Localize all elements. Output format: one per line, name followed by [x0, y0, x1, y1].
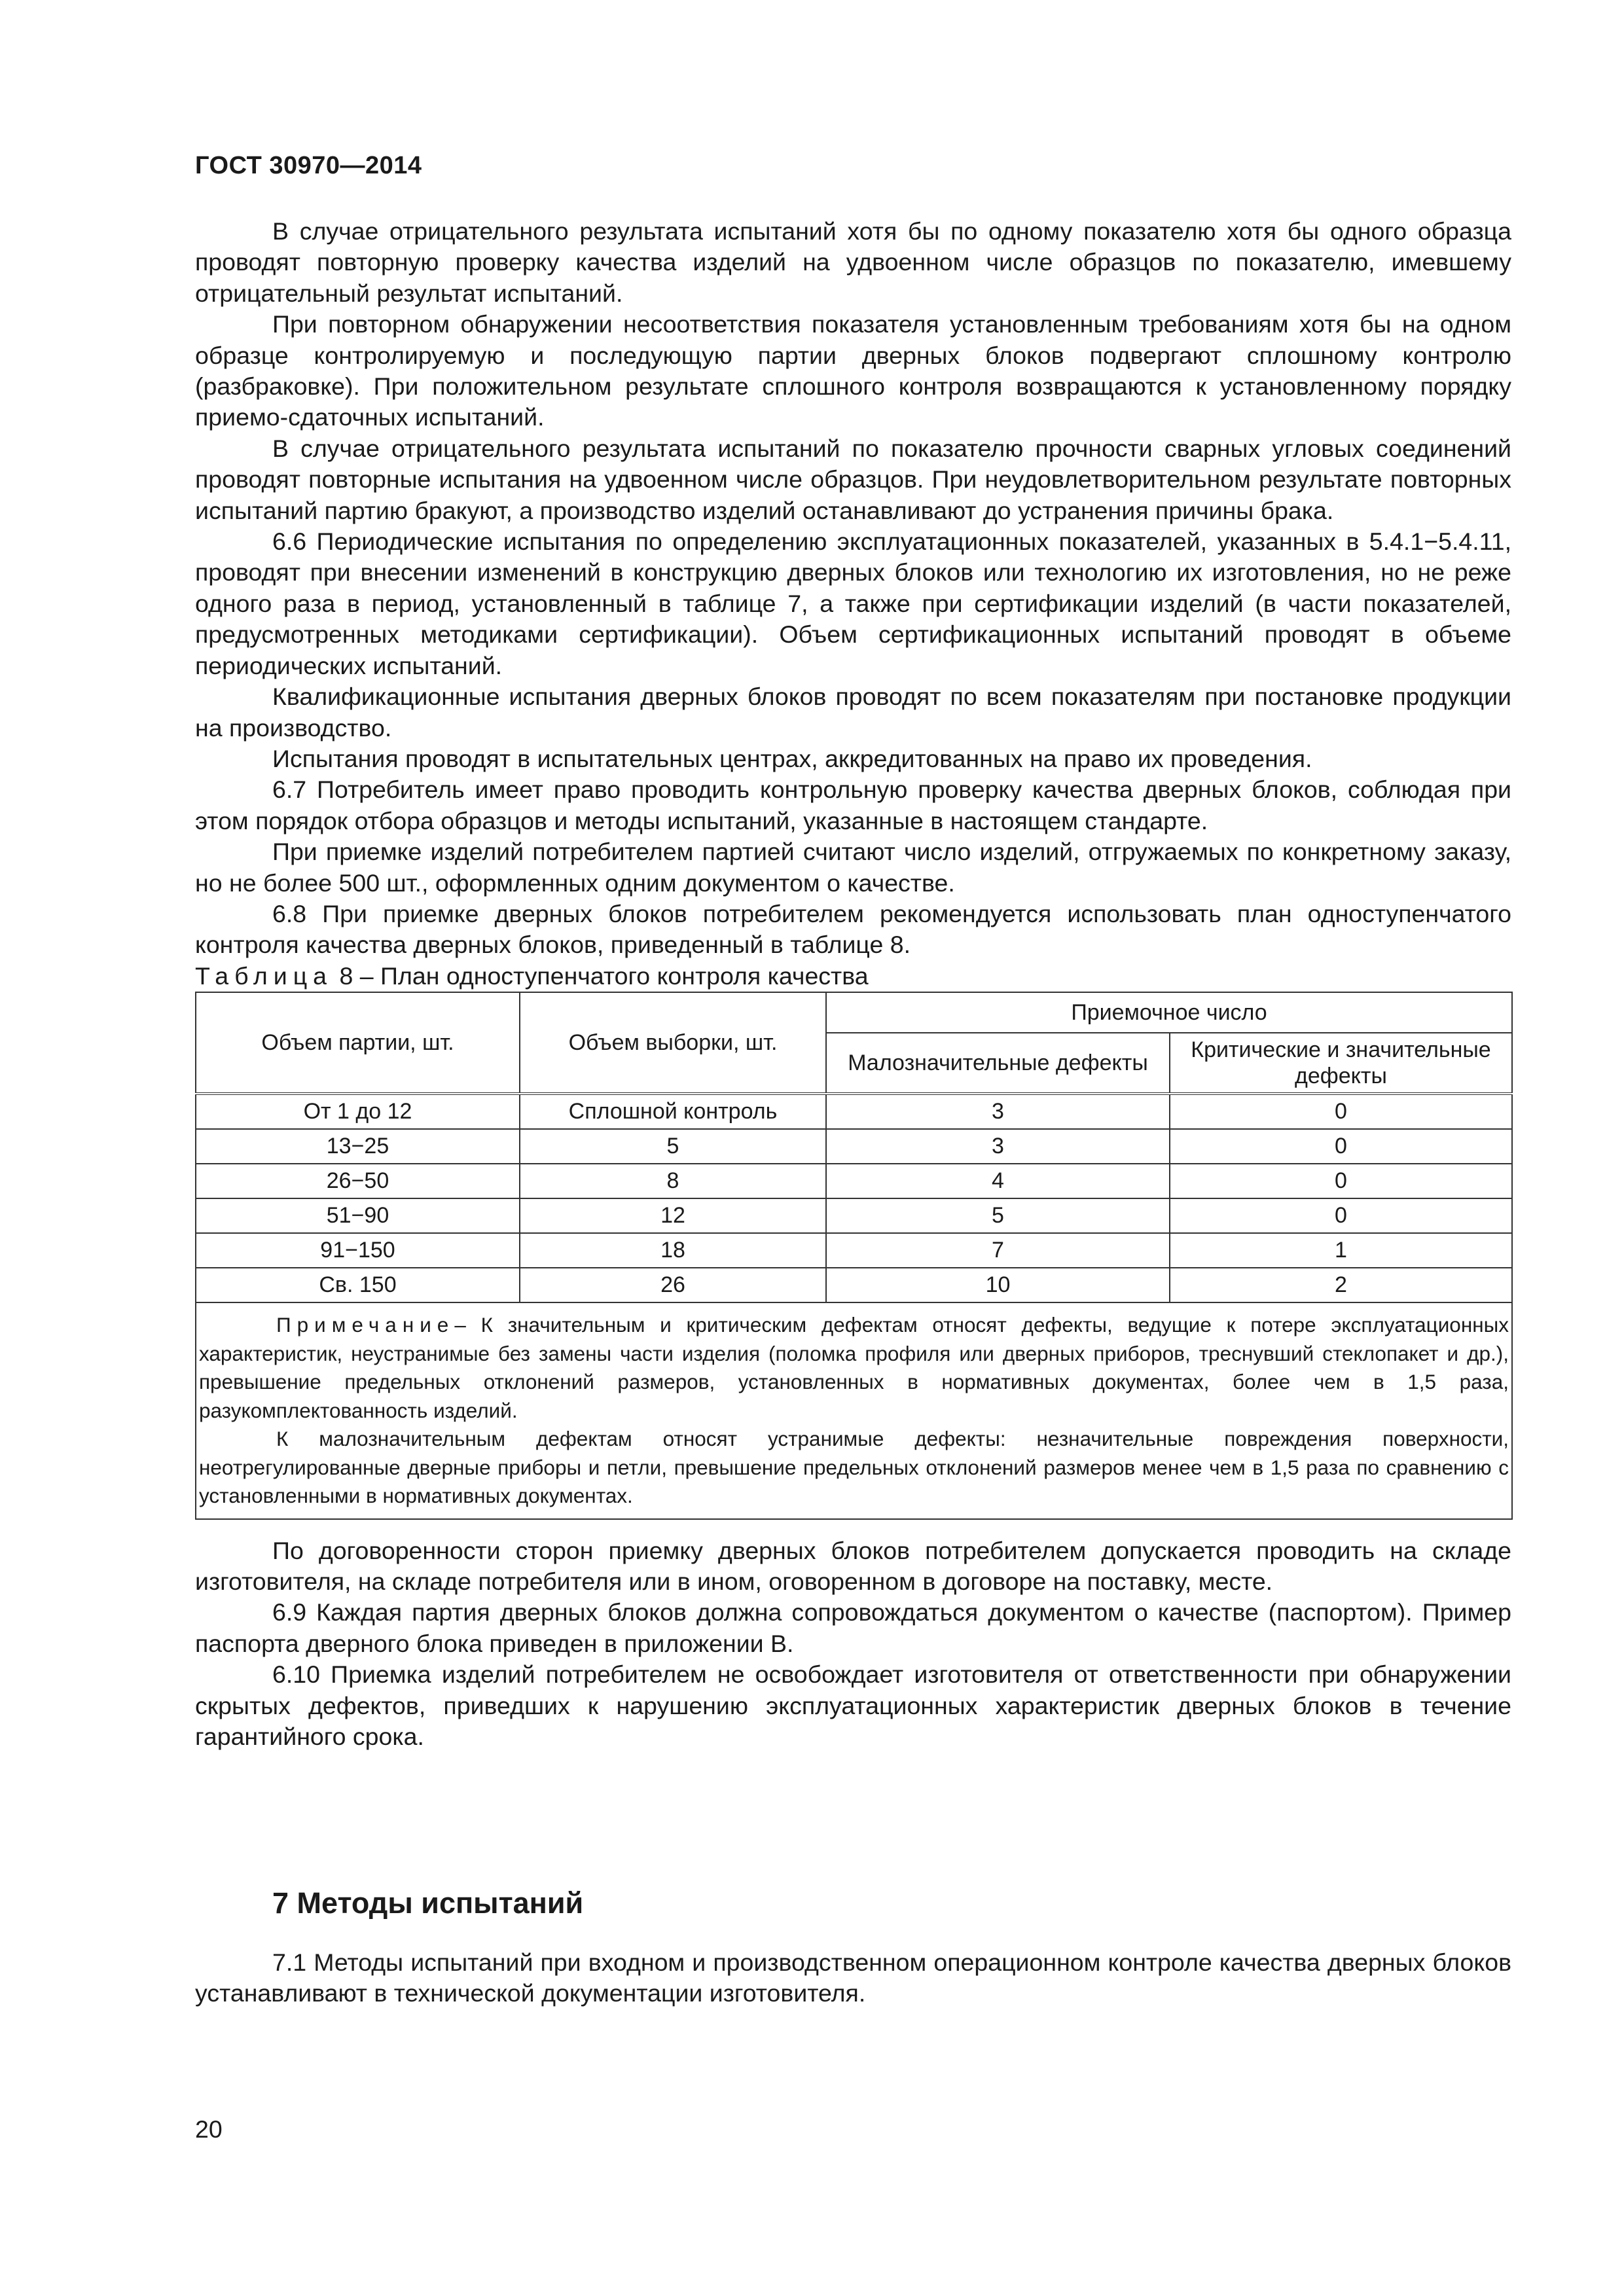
table-cell: 5 — [520, 1129, 826, 1164]
paragraph: 6.8 При приемке дверных блоков потребителем рекомендуется использовать план одноступенчатого контроля качества дверных блоков, приведенный в таблице 8. — [195, 899, 1511, 959]
header-sample-size: Объем выборки, шт. — [520, 992, 826, 1094]
header-acceptance-number: Приемочное число — [826, 992, 1512, 1033]
table-cell: 2 — [1170, 1268, 1512, 1302]
table-cell: 26−50 — [196, 1164, 520, 1198]
table-cell: 10 — [826, 1268, 1170, 1302]
table-caption — [195, 961, 1511, 992]
table-cell: 0 — [1170, 1094, 1512, 1129]
table-row — [196, 1233, 1512, 1268]
table-note-row — [196, 1302, 1512, 1519]
table-cell: 7 — [826, 1233, 1170, 1268]
table-cell: 51−90 — [196, 1198, 520, 1233]
note-paragraph — [199, 1311, 1509, 1425]
table-note — [196, 1302, 1512, 1519]
table-cell: Св. 150 — [196, 1268, 520, 1302]
table-cell: 26 — [520, 1268, 826, 1302]
main-text — [195, 216, 1511, 1753]
table-row — [196, 1268, 1512, 1302]
paragraph: Квалификационные испытания дверных блоков проводят по всем показателям при постановке продукции на производство. — [195, 683, 1511, 742]
table-cell: 3 — [826, 1129, 1170, 1164]
after-table-text — [195, 1535, 1511, 1753]
paragraph: Испытания проводят в испытательных центрах, аккредитованных на право их проведения. — [272, 744, 1312, 772]
table-cell: 0 — [1170, 1164, 1512, 1198]
table-caption-label: Таблица — [195, 961, 333, 990]
table-cell: 12 — [520, 1198, 826, 1233]
table-cell: 5 — [826, 1198, 1170, 1233]
table-cell: 3 — [826, 1094, 1170, 1129]
paragraph: 6.9 Каждая партия дверных блоков должна сопровождаться документом о качестве (паспортом). Пример паспорта дверного блока приведен в приложении В. — [195, 1598, 1511, 1657]
table-caption-text: 8 – План одноступенчатого контроля качества — [333, 961, 869, 990]
table-cell: От 1 до 12 — [196, 1094, 520, 1129]
header-minor-defects: Малозначительные дефекты — [826, 1033, 1170, 1094]
quality-control-table — [195, 992, 1513, 1520]
paragraph: 6.7 Потребитель имеет право проводить контрольную проверку качества дверных блоков, соблюдая при этом порядок отбора образцов и методы испытаний, указанные в настоящем стандарте. — [195, 776, 1511, 834]
table-cell: 8 — [520, 1164, 826, 1198]
paragraph: В случае отрицательного результата испытаний хотя бы по одному показателю хотя бы одного образца проводят повторную проверку качества изделий на удвоенном числе образцов по показателю, имевшему отрицательный результат испытаний. — [195, 217, 1511, 307]
note-paragraph: К малозначительным дефектам относят устранимые дефекты: незначительные повреждения поверхности, неотрегулированные дверные приборы и петли, превышение предельных отклонений размеров менее чем в 1,5 раза по сравнению с установленными в нормативных документах. — [199, 1427, 1509, 1508]
paragraph: При повторном обнаружении несоответствия показателя установленным требованиям хотя бы на одном образце контролируемую и последующую партии дверных блоков подвергают сплошному контролю (разбраковке). При положительном результате сплошного контроля возвращаются к установленному порядку приемо-сдаточных испытаний. — [195, 310, 1511, 431]
note-label: Примечание — [276, 1313, 455, 1337]
table-cell: 18 — [520, 1233, 826, 1268]
paragraph: 7.1 Методы испытаний при входном и производственном операционном контроле качества дверных блоков устанавливают в технической документации изготовителя. — [195, 1948, 1511, 2007]
table-cell: 13−25 — [196, 1129, 520, 1164]
paragraph: По договоренности сторон приемку дверных блоков потребителем допускается проводить на складе изготовителя, на складе потребителя или в ином, оговоренном в договоре на поставку, месте. — [195, 1536, 1511, 1596]
table-row — [196, 1198, 1512, 1233]
table-cell: 91−150 — [196, 1233, 520, 1268]
page-number: 20 — [195, 2115, 223, 2143]
table-cell: 0 — [1170, 1198, 1512, 1233]
header-critical-defects: Критические и значительные дефекты — [1170, 1033, 1512, 1094]
document-header: ГОСТ 30970—2014 — [195, 152, 422, 179]
table-row — [196, 1164, 1512, 1198]
note-text: – К значительным и критическим дефектам относят дефекты, ведущие к потере эксплуатационных характеристик, неустранимые без замены части изделия (поломка профиля или дверных приборов, треснувший стеклопакет и др.), превышение предельных отклонений размеров, установленных в нормативных документах, более чем в 1,5 раза, разукомплектованность изделий. — [199, 1313, 1509, 1422]
table-cell: Сплошной контроль — [520, 1094, 826, 1129]
paragraph: При приемке изделий потребителем партией считают число изделий, отгружаемых по конкретному заказу, но не более 500 шт., оформленных одним документом о качестве. — [195, 838, 1511, 897]
paragraph: 6.6 Периодические испытания по определению эксплуатационных показателей, указанных в 5.4.1−5.4.11, проводят при внесении изменений в конструкцию дверных блоков или технологию их изготовления, но не реже одного раза в период, установленный в таблице 7, а также при сертификации изделий (в части показателей, предусмотренных методиками сертификации). Объем сертификационных испытаний проводят в объеме периодических испытаний. — [195, 528, 1511, 679]
paragraph: В случае отрицательного результата испытаний по показателю прочности сварных угловых соединений проводят повторные испытания на удвоенном числе образцов. При неудовлетворительном результате повторных испытаний партию бракуют, а производство изделий останавливают до устранения причины брака. — [195, 434, 1511, 524]
table-cell: 0 — [1170, 1129, 1512, 1164]
table-row — [196, 1094, 1512, 1129]
section-title: 7 Методы испытаний — [272, 1886, 584, 1920]
table-cell: 1 — [1170, 1233, 1512, 1268]
header-lot-size: Объем партии, шт. — [196, 992, 520, 1094]
table-row — [196, 1129, 1512, 1164]
paragraph: 6.10 Приемка изделий потребителем не освобождает изготовителя от ответственности при обнаружении скрытых дефектов, приведших к нарушению эксплуатационных характеристик дверных блоков в течение гарантийного срока. — [195, 1660, 1511, 1751]
table-cell: 4 — [826, 1164, 1170, 1198]
section-text — [195, 1947, 1511, 2009]
